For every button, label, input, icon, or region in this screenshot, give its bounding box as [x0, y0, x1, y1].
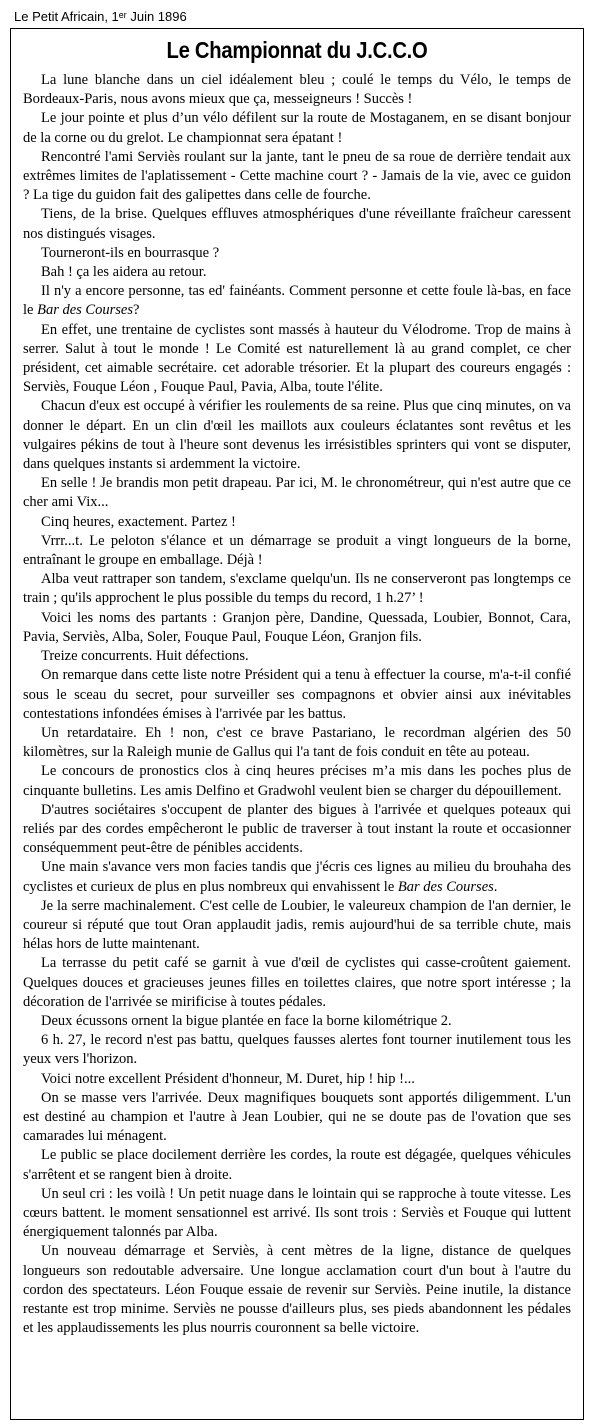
- paragraph-text: Rencontré l'ami Serviès roulant sur la jante, tant le pneu de sa roue de derrière tendait aux extrêmes limites de l'aplatissement - Cette machine court ? - Jamais de la vie, avec ce guidon ? La tige du guidon fait des galipettes dans celle de fourche.: [23, 148, 571, 204]
- paragraph: [23, 897, 571, 955]
- paragraph-text: Cinq heures, exactement. Partez !: [41, 513, 236, 530]
- paragraph-text: Voici les noms des partants : Granjon père, Dandine, Quessada, Loubier, Bonnot, Cara, Pavia, Serviès, Alba, Soler, Fouque Paul, Fouque Léon, Granjon fils.: [23, 609, 571, 645]
- paragraph: [23, 205, 571, 243]
- paragraph-text: Voici notre excellent Président d'honneur, M. Duret, hip ! hip !...: [41, 1070, 415, 1087]
- paragraph-text: Il n'y a encore personne, tas ed' fainéants. Comment personne et cette foule là-bas, en face le: [23, 283, 571, 319]
- paragraph: [23, 666, 571, 724]
- paragraph-text-end: ?: [132, 302, 140, 319]
- paragraph: [23, 1242, 571, 1338]
- paragraph: [23, 724, 571, 762]
- paragraph: [23, 609, 571, 647]
- paragraph: [23, 1031, 571, 1069]
- article-body: [23, 71, 571, 1338]
- paragraph-text: En effet, une trentaine de cyclistes sont massés à hauteur du Vélodrome. Trop de mains à serrer. Salut à tout le monde ! Le Comité est naturellement là au grand complet, ce cher président, cet aimable secrétaire. cet adorable trésorier. Et la plupart des coureurs engagés : Serviès, Fouque Léon , Fouque Paul, Pavia, Alba, toute l'élite.: [23, 321, 571, 396]
- masthead: Le Petit Africain, 1ᵉʳ Juin 1896: [14, 9, 187, 24]
- paragraph-text: On remarque dans cette liste notre Président qui a tenu à effectuer la course, m'a-t-il confié sous le sceau du secret, pour surveiller ses compagnons et obvier ainsi aux inévitables contestations infondées émises à l'arrivée par les battus.: [23, 667, 571, 722]
- paragraph-text: Un nouveau démarrage et Serviès, à cent mètres de la ligne, distance de quelques longueurs son redoutable adversaire. Une longue acclamation court d'un bout à l'autre du cordon des spectateurs. Léon Fouque essaie de revenir sur Serviès. Peine inutile, la distance restante est trop minime. Serviès ne pousse d'ailleurs plus, ses pieds abandonnent les pédales et les applaudissements les plus nourris couronnent sa belle victoire.: [23, 1243, 571, 1337]
- paragraph: [23, 397, 571, 474]
- paragraph-text: Chacun d'eux est occupé à vérifier les roulements de sa reine. Plus que cinq minutes, on va donner le départ. En un clin d'œil les maillots aux couleurs éclatantes sont revêtus et les vulgaires pékins de tout à l'heure sont devenus les irrésistibles sprinters qui vont se disputer, dans quelques instants si ardemment la victoire.: [23, 398, 571, 473]
- paragraph-text: Le concours de pronostics clos à cinq heures précises m’a mis dans les poches plus de cinquante bulletins. Les amis Delfino et Gradwohl veulent bien se charger du dépouillement.: [23, 763, 571, 799]
- paragraph-text: Je la serre machinalement. C'est celle de Loubier, le valeureux champion de l'an dernier, le coureur si réputé que tout Oran applaudit jadis, remis aujourd'hui de sa terrible chute, mais hélas hors de lutte maintenant.: [23, 897, 571, 953]
- paragraph-text: Alba veut rattraper son tandem, s'exclame quelqu'un. Ils ne conserveront pas longtemps ce train ; qu'ils approchent le plus possible du temps du record, 1 h.27’ !: [23, 571, 571, 607]
- paragraph-text: Tiens, de la brise. Quelques effluves atmosphériques d'une réveillante fraîcheur caressent nos distingués visages.: [23, 206, 571, 242]
- paragraph-text: Tourneront-ils en bourrasque ?: [41, 244, 220, 261]
- paragraph-text: Une main s'avance vers mon facies tandis que j'écris ces lignes au milieu du brouhaha des cyclistes et curieux de plus en plus nombreux qui envahissent le: [23, 859, 571, 895]
- paragraph-text: 6 h. 27, le record n'est pas battu, quelques fausses alertes font tourner inutilement tous les yeux vers l'horizon.: [23, 1032, 571, 1068]
- paragraph-text: Vrrr...t. Le peloton s'élance et un démarrage se produit a vingt longueurs de la borne, entraînant le groupe en emballage. Déjà !: [23, 532, 571, 569]
- paragraph: [23, 244, 571, 263]
- paragraph: [23, 109, 571, 147]
- paragraph: [23, 1012, 571, 1031]
- paragraph: [23, 263, 571, 282]
- paragraph-text: D'autres sociétaires s'occupent de planter des bigues à l'arrivée et quelques poteaux qui reliés par des cordes empêcheront le public de traverser à tout instant la route et occasionner conséquemment peut-être de pénibles accidents.: [23, 801, 571, 857]
- paragraph-text: On se masse vers l'arrivée. Deux magnifiques bouquets sont apportés diligemment. L'un est destiné au champion et l'autre à Jean Loubier, qui ne se doute pas de l'ovation que ses camarades lui ménagent.: [23, 1089, 571, 1145]
- paragraph-text: Le public se place docilement derrière les cordes, la route est dégagée, quelques véhicules s'arrêtent et se rangent bien à droite.: [23, 1147, 571, 1183]
- article-frame: [10, 28, 584, 1420]
- paragraph-text: En selle ! Je brandis mon petit drapeau. Par ici, M. le chronométreur, qui n'est autre que ce cher ami Vix...: [23, 475, 571, 511]
- paragraph: [23, 148, 571, 206]
- paragraph-text: Deux écussons ornent la bigue plantée en face la borne kilométrique 2.: [41, 1012, 452, 1029]
- paragraph-text: Bah ! ça les aidera au retour.: [41, 264, 207, 281]
- paragraph: [23, 1089, 571, 1147]
- article-title: Le Championnat du J.C.C.O: [166, 37, 428, 63]
- paragraph: [23, 647, 571, 666]
- paragraph-text: Le jour pointe et plus d’un vélo défilent sur la route de Mostaganem, en se disant bonjour de la corne ou du grelot. Le championnat sera épatant !: [23, 110, 571, 146]
- paragraph: [23, 71, 571, 109]
- paragraph-text: La lune blanche dans un ciel idéalement bleu ; coulé le temps du Vélo, le temps de Bordeaux-Paris, nous avons mieux que ça, messeigneurs ! Succès !: [23, 72, 571, 108]
- paragraph-text: Un retardataire. Eh ! non, c'est ce brave Pastariano, le recordman algérien des 50 kilomètres, sur la Raleigh munie de Gallus qui l'a tant de fois conduit en tête au poteau.: [23, 724, 571, 761]
- paragraph: [23, 532, 571, 570]
- paragraph: [23, 282, 571, 320]
- paragraph: [23, 858, 571, 896]
- paragraph: [23, 801, 571, 859]
- paragraph: [23, 321, 571, 398]
- paragraph: [23, 1185, 571, 1243]
- paragraph-text: Un seul cri : les voilà ! Un petit nuage dans le lointain qui se rapproche à toute vitesse. Les cœurs battent. le moment sensationnel est arrivé. Ils sont trois : Serviès et Fouque qui luttent énergiquement talonnés par Alba.: [23, 1185, 571, 1241]
- italic-name: Bar des Courses: [37, 302, 133, 319]
- paragraph: [23, 1070, 571, 1089]
- paragraph-text: La terrasse du petit café se garnit à vue d'œil de cyclistes qui casse-croûtent gaiement. Quelques douces et gracieuses jeunes filles en toilettes claires, que notre sport intéresse ; la décoration de l'arrivée se mirificise à toutes pédales.: [23, 955, 571, 1010]
- italic-name: Bar des Courses: [397, 878, 494, 895]
- paragraph: [23, 762, 571, 800]
- paragraph: [23, 474, 571, 512]
- paragraph-text-end: .: [493, 878, 498, 895]
- paragraph: [23, 1146, 571, 1184]
- paragraph-text: Treize concurrents. Huit défections.: [41, 648, 249, 665]
- paragraph: [23, 570, 571, 608]
- paragraph: [23, 513, 571, 532]
- paragraph: [23, 954, 571, 1012]
